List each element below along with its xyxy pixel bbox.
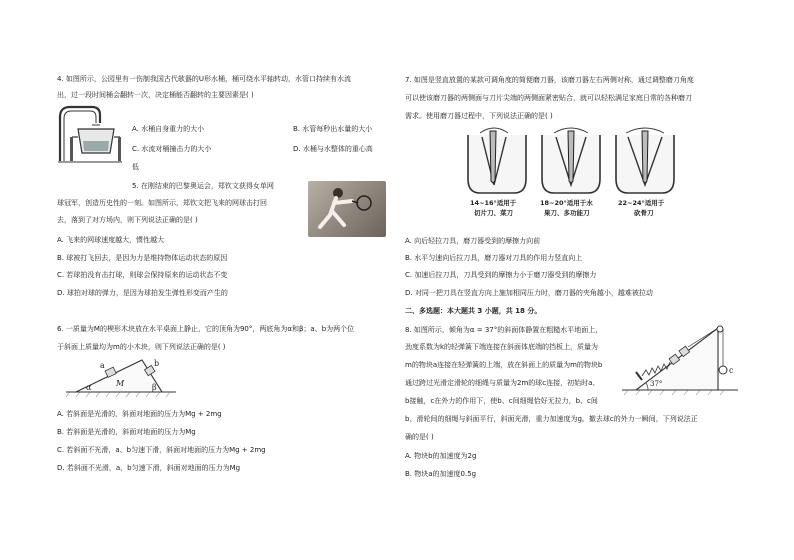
q7-option-a: A. 向后轻拉刀具，磨刀器受到的摩擦力向前 (405, 237, 541, 245)
incline-angle-label: 37° (650, 380, 663, 388)
sharpener-caption-2-line1: 18~20°适用于水 (540, 199, 593, 207)
q6-option-b: B. 若斜面是光滑的，斜面对地面的压力为Mg (57, 428, 196, 436)
wedge-label-a: a (100, 361, 105, 370)
q8-stem-line4: 通过跨过光滑定滑轮的细绳与质量为2m的球c连接，初始时a、 (405, 379, 600, 387)
q8-option-b: B. 物块a的加速度0.5g (405, 470, 477, 478)
u-bucket-figure (56, 103, 124, 167)
q8-stem-line7: 确的是( ) (405, 433, 434, 441)
q6-option-a: A. 若斜面是光滑的，斜面对地面的压力为Mg + 2mg (57, 410, 222, 418)
q8-stem-line3: m的物块a连接在轻弹簧的上端，放在斜面上的质量为m的物块b (405, 361, 603, 369)
q7-option-c: C. 加速后拉刀具，刀具受到的摩擦力小于磨刀器受到的摩擦力 (405, 271, 597, 279)
q8-stem-line5: b接触，c在外力的作用下，使b、c间细绳恰好无拉力，b、c间 (405, 397, 598, 405)
sharpener-caption-1-line1: 14~16°适用于 (470, 199, 517, 207)
sharpener-caption-1-line2: 切片刀、菜刀 (474, 209, 513, 217)
q6-stem-line2: 于斜面上质量均为m的小木块，则下列说法正确的是( ) (57, 343, 226, 351)
q7-stem-line3: 需求。使用磨刀器过程中，下列说法正确的是( ) (405, 112, 553, 120)
wedge-label-mass: M (116, 379, 125, 388)
q4-option-a: A. 水桶自身重力的大小 (132, 125, 205, 133)
q7-option-d: D. 对同一把刀具在竖直方向上施加相同压力时，磨刀器的夹角越小，越难被拉动 (405, 289, 653, 297)
incline-ball-label: c (729, 366, 734, 375)
q5-option-c: C. 若球拍没有击打球，则球会保持原来的运动状态不变 (57, 271, 228, 279)
q4-stem-line1: 4. 如图所示，公园里有一伤制我国古代欹器的U形水桶，桶可绕水平轴转动，水管口持续有水流 (57, 75, 352, 83)
wedge-label-alpha: α (86, 383, 92, 392)
tennis-player-photo (308, 181, 386, 237)
sharpener-caption-2-line2: 果刀、多功能刀 (544, 209, 590, 217)
wedge-figure (66, 356, 176, 400)
q8-option-a: A. 物块b的加速度为2g (405, 452, 477, 460)
section-heading-multi-choice: 二、多选题：本大题共 3 小题，共 18 分。 (405, 307, 542, 315)
q5-option-a: A. 飞来的网球速度越大，惯性越大 (57, 236, 165, 244)
q7-option-b: B. 水平匀速向后拉刀具，磨刀器对刀具的作用力竖直向上 (405, 254, 583, 262)
wedge-label-beta: β (152, 383, 157, 392)
wedge-label-b: b (154, 359, 160, 368)
q4-option-c-cont: 低 (132, 163, 139, 171)
knife-sharpener-figure (462, 123, 682, 227)
incline-spring-pulley-figure (622, 322, 742, 398)
q5-stem-line1: 5. 在刚结束的巴黎奥运会，郑钦文获得女单网 (132, 182, 274, 190)
q7-stem-line1: 7. 如图是竖直放置的某款可调角度的简便磨刀器，该磨刀器左右两侧对称，通过调整磨刀角度 (405, 76, 694, 84)
q5-option-b: B. 球被打飞回去，是因为力是维持物体运动状态的原因 (57, 254, 228, 262)
q8-stem-line1: 8. 如图所示，倾角为α = 37°的斜面体静置在粗糙水平地面上， (405, 326, 603, 334)
q6-option-c: C. 若斜面不光滑，a、b匀速下滑，斜面对地面的压力为Mg + 2mg (57, 446, 266, 454)
q4-option-c: C. 水流对桶撞击力的大小 (132, 145, 212, 153)
q7-stem-line2: 可以使该磨刀器的两侧面与刀片尖端的两侧面紧密贴合，就可以轻松满足家庭日常的各种磨刀 (405, 94, 692, 102)
q5-stem-line3: 去，落到了对方场内，则下列说法正确的是( ) (57, 216, 198, 224)
q6-stem-line1: 6. 一质量为M的楔形木块放在水平桌面上静止，它的顶角为90°，两底角为α和β；a、b为两个位 (57, 325, 355, 333)
q8-stem-line2: 劲度系数为k的轻弹簧下端连接在斜面体底端的挡板上，质量为 (405, 343, 599, 351)
q4-stem-line2: 出，过一段时间桶会翻转一次，决定桶能否翻转的主要因素是( ) (57, 91, 254, 99)
q6-option-d: D. 若斜面不光滑，a、b匀速下滑，斜面对地面的压力为Mg (57, 464, 241, 472)
sharpener-caption-3-line1: 22~24°适用于 (618, 199, 665, 207)
sharpener-caption-3-line2: 砍骨刀 (634, 209, 654, 217)
q5-stem-line2: 球冠军，创造历史性的一刻。如图所示，郑钦文把飞来的网球击打回 (57, 199, 267, 207)
q5-option-d: D. 球拍对球的弹力，是因为球拍发生弹性形变而产生的 (57, 289, 228, 297)
q8-stem-line6: b、滑轮间的细绳与斜面平行，斜面光滑，重力加速度为g。撤去球c的外力一瞬间，下列说法正 (405, 415, 698, 423)
q4-option-d: D. 水桶与水整体的重心高 (293, 145, 373, 153)
q4-option-b: B. 水管每秒出水量的大小 (293, 125, 373, 133)
